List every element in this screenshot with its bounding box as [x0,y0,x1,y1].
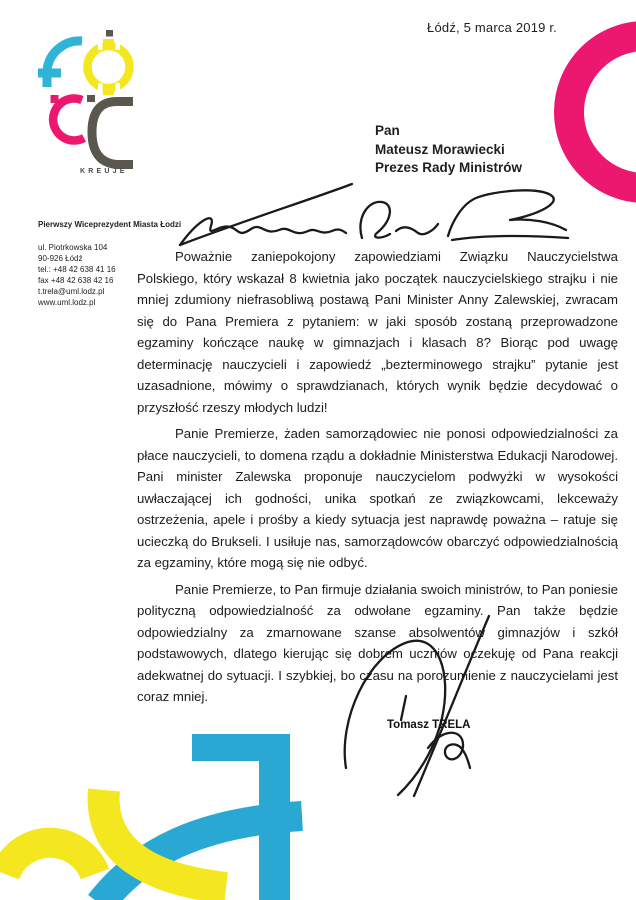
decoration-bottom-left [0,718,310,900]
recipient-line: Mateusz Morawiecki [375,141,505,157]
recipient-block [375,122,522,178]
address-line: ul. Piotrkowska 104 [38,243,108,252]
logo-magenta-d-arc [51,95,85,140]
address-line-email: t.trela@uml.lodz.pl [38,287,105,296]
body-paragraph: Panie Premierze, żaden samorządowiec nie ponosi odpowiedzialności za płace nauczycieli, to domena rządu a dokładnie Ministerstwa Edukacji Narodowej. Pani minister Zalewska proponuje nauczycielom podwyżki w wysokości uwłaczającej ich godności, unika spotkań ze związkowcami, lekceważy ostrzeżenia, apele i prośby a kiedy sytuacja jest naprawdę poważna – ratuje się ucieczką do Brukseli. I usiłuje nas, samorządowców obarczyć odpowiedzialnością za egzaminy, które mogą się nie odbyć. [137,426,618,570]
address-line-website: www.uml.lodz.pl [38,298,96,307]
handwritten-salutation [170,178,570,253]
logo-cyan-l-shape [38,41,82,87]
body-paragraph: Poważnie zaniepokojony zapowiedziami Związku Nauczycielstwa Polskiego, który wskazał 8 kwietnia jako początek nauczycielskiego strajku i nie mniej zdumiony niefrasobliwą postawą Pani Minister Anny Zalewskiej, zwracam się do Pana Premiera z pytaniem: w jaki sposób zostaną przeprowadzone egzaminy kończące naukę w gimnazjach i klasach 8? Biorąc pod uwagę determinację nauczycieli i zapowiedź „bezterminowego strajku” pytanie jest uzasadnione, mówimy o sprawdzianach, których wynik będzie decydować o przyszłość rzeszy młodych ludzi! [137,249,618,415]
address-line: tel.: +48 42 638 41 16 [38,265,116,274]
sender-title: Pierwszy Wiceprezydent Miasta Łodzi [38,220,182,229]
logo-accent-square [106,30,113,37]
date-line: Łódź, 5 marca 2019 r. [427,20,557,35]
handwritten-signature [330,610,500,800]
recipient-line: Pan [375,123,400,138]
logo-gray-z-shape [87,95,133,165]
logo-caption: KREUJE [80,168,128,175]
recipient-line: Prezes Rady Ministrów [375,160,523,175]
lodz-kreuje-logo [35,28,135,178]
body-paragraph: Panie Premierze, to Pan firmuje działania swoich ministrów, to Pan poniesie polityczną odpowiedzialność za odwołane egzaminy. Pan także będzie odpowiedzialny za zmarnowane szanse absolwentów gimnazjów i szkół podstawowych, dlatego kierując się dobrem uczniów oczekuję od Pana reakcji adekwatnej do sytuacji. I szybkiej, bo czasu na porozumienie z nauczycielami jest coraz mniej. [137,581,618,704]
logo-yellow-o-ring [88,30,130,95]
address-line: fax +48 42 638 42 16 [38,276,114,285]
signature-name: Tomasz TRELA [387,719,471,731]
address-line: 90-926 Łódź [38,254,83,263]
